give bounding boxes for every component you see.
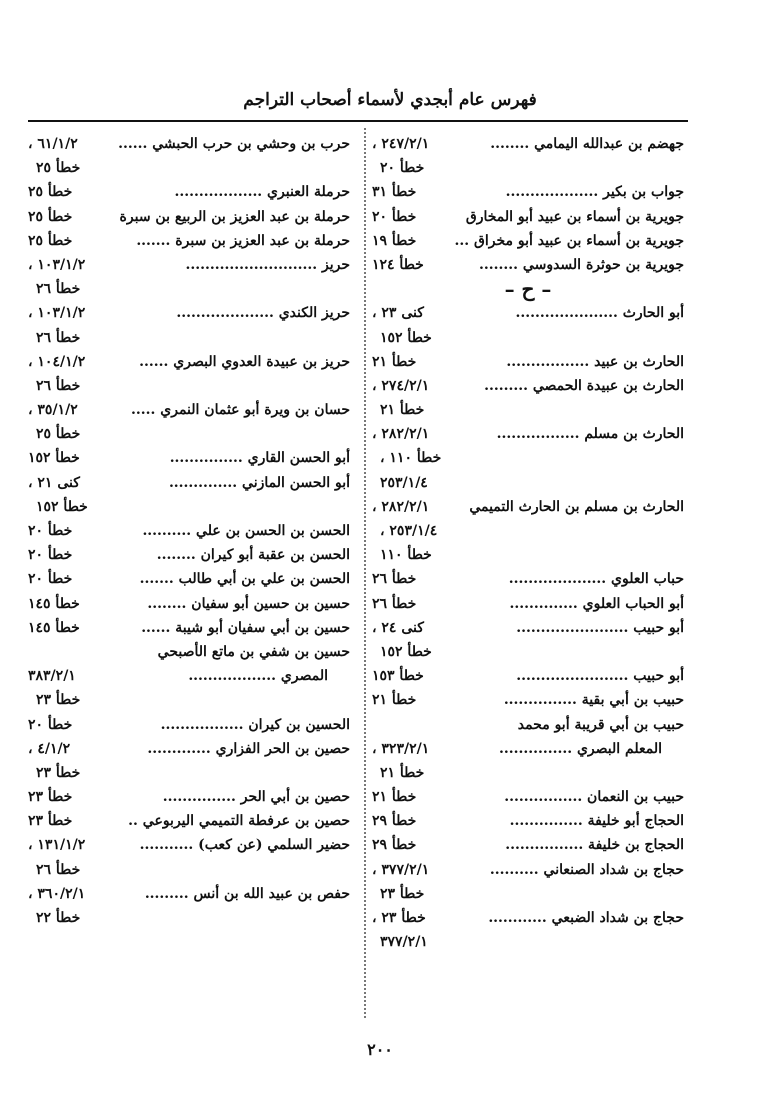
entry-name: حريز الكندي .................... bbox=[176, 305, 350, 322]
section-heading: – ح – bbox=[504, 277, 552, 302]
entry-reference: خطأ ٣١ bbox=[372, 184, 417, 201]
index-entry bbox=[28, 882, 350, 906]
index-entry bbox=[28, 809, 350, 833]
entry-reference: خطأ ٢٣ bbox=[36, 764, 81, 781]
entry-name: حبيب بن النعمان ................ bbox=[504, 789, 684, 806]
index-entry bbox=[372, 906, 684, 930]
entry-name: حرملة العنبري .................. bbox=[174, 184, 350, 201]
entry-name: حصين بن أبي الحر ............... bbox=[162, 789, 350, 806]
entry-reference: خطأ ٢٠ bbox=[28, 571, 73, 588]
entry-reference: ٢٧٤/٢/١ ، bbox=[372, 377, 430, 394]
index-entry bbox=[28, 858, 350, 882]
index-entry bbox=[28, 640, 350, 664]
index-entry bbox=[28, 446, 350, 470]
entry-name: الحارث بن مسلم ................. bbox=[496, 426, 684, 443]
index-entry bbox=[372, 592, 684, 616]
entry-name: جواب بن بكير ................... bbox=[505, 184, 684, 201]
index-entry bbox=[372, 567, 684, 591]
entry-name: المصري .................. bbox=[188, 668, 328, 685]
index-entry bbox=[372, 156, 684, 180]
index-entry bbox=[28, 398, 350, 422]
entry-name: أبو الحسن المازني .............. bbox=[168, 474, 350, 491]
entry-reference: خطأ ١١٠ bbox=[380, 547, 432, 564]
entry-reference: خطأ ٢٣ bbox=[28, 789, 73, 806]
entry-reference: ٢٥٣/١/٤ bbox=[380, 474, 428, 491]
index-entry bbox=[372, 229, 684, 253]
entry-reference: ٣٧٧/٢/١ bbox=[380, 934, 428, 951]
index-entry bbox=[28, 326, 350, 350]
entry-name: حفص بن عبيد الله بن أنس ......... bbox=[144, 885, 350, 902]
entry-name: حباب العلوي .................... bbox=[508, 571, 684, 588]
entry-reference: خطأ ١٥٢ bbox=[36, 498, 88, 515]
entry-reference: خطأ ٢٥ bbox=[28, 184, 73, 201]
entry-reference: كنى ٢١ ، bbox=[28, 474, 80, 491]
entry-reference: خطأ ٢٦ bbox=[372, 595, 417, 612]
entry-reference: خطأ ٢٦ bbox=[36, 377, 81, 394]
index-entry bbox=[28, 833, 350, 857]
index-entry bbox=[372, 398, 684, 422]
entry-reference: خطأ ١٥٢ bbox=[380, 329, 432, 346]
entry-name: حجاج بن شداد الضبعي ............ bbox=[488, 910, 684, 926]
index-entry bbox=[28, 156, 350, 180]
entry-reference: ٣٦٠/٢/١ ، bbox=[28, 885, 86, 902]
entry-name: جويرية بن أسماء بن عبيد أبو مخراق ... bbox=[454, 232, 684, 249]
entry-reference: خطأ ٢١ bbox=[372, 353, 417, 370]
entry-reference: ٣٨٣/٢/١ bbox=[28, 668, 76, 685]
entry-reference: خطأ ٢٥ bbox=[36, 160, 81, 177]
index-entry bbox=[372, 301, 684, 325]
index-entry bbox=[28, 592, 350, 616]
index-entry bbox=[372, 326, 684, 350]
entry-reference: خطأ ١٢٤ bbox=[372, 256, 424, 273]
entry-reference: خطأ ٢٢ bbox=[36, 910, 81, 926]
entry-name: حرب بن وحشي بن حرب الحبشي ...... bbox=[118, 136, 350, 152]
index-entry bbox=[28, 253, 350, 277]
entry-reference: خطأ ٢٦ bbox=[36, 329, 81, 346]
entry-name: حريز ........................... bbox=[185, 256, 350, 273]
index-entry bbox=[372, 616, 684, 640]
page-title: فهرس عام أبجدي لأسماء أصحاب التراجم bbox=[243, 90, 537, 110]
index-entry bbox=[372, 640, 684, 664]
index-entry bbox=[372, 882, 684, 906]
entry-reference: خطأ ٢٠ bbox=[380, 160, 425, 177]
index-entry bbox=[28, 616, 350, 640]
entry-reference: ٣٥/١/٢ ، bbox=[28, 402, 78, 419]
entry-reference: خطأ ٢٦ bbox=[36, 861, 81, 878]
entry-name: المعلم البصري ............... bbox=[498, 740, 662, 757]
entry-name: حرملة بن عبد العزيز بن الربيع بن سبرة bbox=[119, 208, 350, 225]
entry-name: حصين بن عرفطة التميمي اليربوعي .. bbox=[128, 813, 350, 830]
index-entry bbox=[28, 277, 350, 301]
index-entry bbox=[372, 713, 684, 737]
entry-name: الحسن بن الحسن بن علي .......... bbox=[142, 523, 350, 539]
entry-reference: خطأ ٢٣ ، bbox=[372, 910, 426, 926]
index-entry bbox=[372, 930, 684, 954]
entry-name: الحسين بن كيران ................. bbox=[160, 716, 350, 733]
entry-reference: ١٠٣/١/٢ ، bbox=[28, 256, 86, 273]
entry-name: جهضم بن عبدالله اليمامي ........ bbox=[490, 136, 684, 152]
entry-name: حسين بن حسين أبو سفيان ........ bbox=[147, 595, 350, 612]
entry-name: أبو حبيب ....................... bbox=[516, 668, 684, 685]
index-entry bbox=[372, 374, 684, 398]
entry-name: حبيب بن أبي بقية ............... bbox=[503, 692, 684, 709]
entry-reference: ١٠٤/١/٢ ، bbox=[28, 353, 86, 370]
index-entry bbox=[372, 858, 684, 882]
entry-reference: ٢٤٧/٢/١ ، bbox=[372, 136, 430, 152]
index-entry bbox=[372, 519, 684, 543]
entry-reference: خطأ ١٩ bbox=[372, 232, 417, 249]
entry-reference: خطأ ٢٥ bbox=[36, 426, 81, 443]
entry-reference: خطأ ١٥٢ bbox=[28, 450, 80, 467]
entry-name: حجاج بن شداد الصنعاني .......... bbox=[489, 861, 684, 878]
entry-name: حبيب بن أبي قريبة أبو محمد bbox=[517, 716, 684, 733]
index-entry bbox=[28, 180, 350, 204]
entry-reference: خطأ ١٥٣ bbox=[372, 668, 424, 685]
entry-reference: ١٣١/١/٢ ، bbox=[28, 837, 86, 854]
index-entry bbox=[372, 495, 684, 519]
column-divider bbox=[364, 128, 366, 1018]
index-entry bbox=[372, 205, 684, 229]
index-entry bbox=[372, 422, 684, 446]
index-entry bbox=[372, 688, 684, 712]
index-entry bbox=[28, 422, 350, 446]
index-entry bbox=[28, 229, 350, 253]
entry-name: الحسن بن علي بن أبي طالب ....... bbox=[139, 571, 350, 588]
index-entry bbox=[372, 761, 684, 785]
index-entry bbox=[28, 132, 350, 156]
entry-name: أبو الحباب العلوي .............. bbox=[509, 595, 684, 612]
entry-reference: خطأ ٢٠ bbox=[372, 208, 417, 225]
index-entry bbox=[372, 543, 684, 567]
entry-reference: خطأ ٢٩ bbox=[372, 813, 417, 830]
entry-reference: ٢٨٢/٢/١ ، bbox=[372, 498, 430, 515]
index-entry bbox=[28, 713, 350, 737]
entry-reference: خطأ ١٤٥ bbox=[28, 619, 80, 636]
index-entry bbox=[372, 446, 684, 470]
entry-name: الحارث بن عبيد ................. bbox=[506, 353, 684, 370]
index-entry bbox=[28, 471, 350, 495]
index-entry bbox=[372, 809, 684, 833]
entry-reference: خطأ ٢٥ bbox=[28, 208, 73, 225]
entry-name: جويرية بن أسماء بن عبيد أبو المخارق bbox=[465, 208, 684, 225]
entry-reference: خطأ ٢١ bbox=[372, 789, 417, 806]
entry-reference: خطأ ١٥٢ bbox=[380, 643, 432, 660]
index-entry bbox=[372, 737, 684, 761]
index-entry bbox=[372, 350, 684, 374]
entry-reference: خطأ ٢٠ bbox=[28, 547, 73, 564]
entry-reference: خطأ ٢٣ bbox=[36, 692, 81, 709]
entry-name: الحسن بن عقبة أبو كيران ........ bbox=[156, 547, 350, 564]
index-entry bbox=[372, 664, 684, 688]
entry-name: أبو الحسن القاري ............... bbox=[169, 450, 350, 467]
entry-reference: ٣٢٣/٢/١ ، bbox=[372, 740, 430, 757]
entry-reference: خطأ ٢١ bbox=[380, 764, 425, 781]
entry-name: الحجاج بن خليفة ................ bbox=[505, 837, 684, 854]
entry-reference: ٢٨٢/٢/١ ، bbox=[372, 426, 430, 443]
entry-name: أبو حبيب ....................... bbox=[516, 619, 684, 636]
entry-reference: خطأ ١٤٥ bbox=[28, 595, 80, 612]
entry-reference: ٤/١/٢ ، bbox=[28, 740, 71, 757]
entry-name: جويرية بن حوثرة السدوسي ........ bbox=[479, 256, 684, 273]
index-entry bbox=[372, 253, 684, 277]
entry-name: حرملة بن عبد العزيز بن سبرة ....... bbox=[136, 232, 350, 249]
index-entry bbox=[372, 471, 684, 495]
index-entry bbox=[372, 785, 684, 809]
index-entry bbox=[28, 543, 350, 567]
entry-reference: خطأ ٢١ bbox=[380, 402, 425, 419]
entry-reference: كنى ٢٣ ، bbox=[372, 305, 424, 322]
index-entry bbox=[28, 664, 350, 688]
entry-name: الحجاج أبو خليفة ............... bbox=[509, 813, 684, 830]
entry-name: حسان بن ويرة أبو عثمان النمري ..... bbox=[131, 402, 350, 419]
index-entry bbox=[28, 737, 350, 761]
entry-reference: خطأ ٢٣ bbox=[28, 813, 73, 830]
index-entry bbox=[28, 688, 350, 712]
entry-reference: خطأ ٢٣ bbox=[380, 885, 425, 902]
entry-reference: خطأ ٢٠ bbox=[28, 716, 73, 733]
index-entry bbox=[28, 350, 350, 374]
index-entry bbox=[372, 180, 684, 204]
entry-name: حسين بن شفي بن ماتع الأصبحي bbox=[157, 643, 350, 660]
entry-name: أبو الحارث ..................... bbox=[515, 305, 684, 322]
entry-reference: خطأ ٢٦ bbox=[36, 281, 81, 298]
index-entry bbox=[28, 301, 350, 325]
entry-name: حضير السلمي (عن كعب) ........... bbox=[139, 837, 350, 854]
entry-reference: ٦١/١/٢ ، bbox=[28, 136, 78, 152]
entry-reference: ٣٧٧/٢/١ ، bbox=[372, 861, 430, 878]
index-entry bbox=[28, 205, 350, 229]
title-rule bbox=[28, 120, 688, 122]
index-column-right bbox=[372, 132, 684, 954]
entry-name: حصين بن الحر الفزاري ............. bbox=[147, 740, 350, 757]
entry-name: الحارث بن مسلم بن الحارث التميمي bbox=[469, 498, 684, 515]
index-entry bbox=[28, 906, 350, 930]
index-entry bbox=[28, 567, 350, 591]
index-entry bbox=[28, 785, 350, 809]
index-entry bbox=[28, 519, 350, 543]
entry-reference: خطأ ٢١ bbox=[372, 692, 417, 709]
entry-reference: ٢٥٣/١/٤ ، bbox=[380, 523, 438, 539]
entry-reference: خطأ ٢٦ bbox=[372, 571, 417, 588]
index-entry bbox=[372, 833, 684, 857]
entry-reference: خطأ ١١٠ ، bbox=[380, 450, 442, 467]
entry-name: حسين بن أبي سفيان أبو شيبة ...... bbox=[141, 619, 350, 636]
index-entry bbox=[28, 495, 350, 519]
entry-reference: ١٠٣/١/٢ ، bbox=[28, 305, 86, 322]
entry-name: حريز بن عبيدة العدوي البصري ...... bbox=[139, 353, 350, 370]
entry-reference: خطأ ٢٩ bbox=[372, 837, 417, 854]
index-entry bbox=[372, 132, 684, 156]
index-entry bbox=[28, 761, 350, 785]
entry-reference: كنى ٢٤ ، bbox=[372, 619, 424, 636]
page-number: ٢٠٠ bbox=[367, 1040, 393, 1059]
entry-name: الحارث بن عبيدة الحمصي ......... bbox=[484, 377, 684, 394]
index-entry bbox=[28, 374, 350, 398]
index-column-left bbox=[28, 132, 350, 930]
entry-reference: خطأ ٢٠ bbox=[28, 523, 73, 539]
entry-reference: خطأ ٢٥ bbox=[28, 232, 73, 249]
